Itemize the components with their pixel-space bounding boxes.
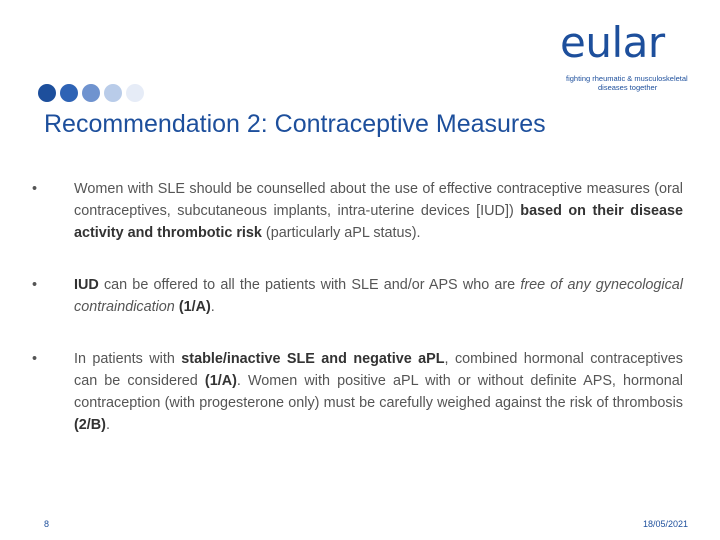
text-run: . <box>210 299 215 315</box>
bullet-list <box>28 178 683 466</box>
bullet-item-1 <box>28 178 683 244</box>
dot-3 <box>82 84 100 102</box>
dot-4 <box>104 84 122 102</box>
footer-date: 18/05/2021 <box>642 519 688 529</box>
page-number: 8 <box>44 519 50 529</box>
text-run: (particularly aPL status). <box>261 225 421 241</box>
bold-run: stable/inactive SLE and negative aPL <box>181 351 445 367</box>
text-run: , combined hormonal contraceptives can be considered <box>74 351 683 389</box>
text-run: . Women with positive aPL with or without definite APS, hormonal contraception (with progesterone only) must be carefully weighed against the risk of thrombosis <box>74 373 683 411</box>
bold-run: (2/B) <box>74 417 106 433</box>
bullet-marker: • <box>32 181 38 197</box>
slide-title: Recommendation 2: Contraceptive Measures <box>44 110 546 138</box>
text-run: In patients with <box>74 351 182 367</box>
bullet-text <box>74 178 683 244</box>
dot-2 <box>60 84 78 102</box>
eular-logo <box>560 18 700 92</box>
text-run: . <box>105 417 110 433</box>
bold-run: (1/A) <box>204 373 237 389</box>
bold-run: based on their disease activity and thrombotic risk <box>74 203 684 241</box>
bullet-item-2 <box>28 274 683 318</box>
bullet-marker: • <box>32 351 38 367</box>
bullet-text <box>74 348 683 436</box>
dot-5 <box>126 84 144 102</box>
italic-run: free of any gynecological contraindication <box>74 277 683 315</box>
bullet-text <box>74 274 683 318</box>
text-run: can be offered to all the patients with SLE and/or APS who are <box>98 277 521 293</box>
logo-tagline <box>560 74 700 92</box>
text-run: Women with SLE should be counselled about the use of effective contraceptive measures (oral contraceptives, subcutaneous implants, intra-uterine devices [IUD]) <box>74 181 683 219</box>
decorative-dots <box>38 84 144 102</box>
dot-1 <box>38 84 56 102</box>
bold-run: (1/A) <box>178 299 211 315</box>
bullet-item-3 <box>28 348 683 436</box>
logo-wordmark: eular <box>560 18 665 67</box>
tagline-line-1: fighting rheumatic & musculoskeletal <box>566 74 688 83</box>
tagline-line-2: diseases together <box>598 83 658 92</box>
bold-run: IUD <box>74 277 99 293</box>
bullet-marker: • <box>32 277 38 293</box>
